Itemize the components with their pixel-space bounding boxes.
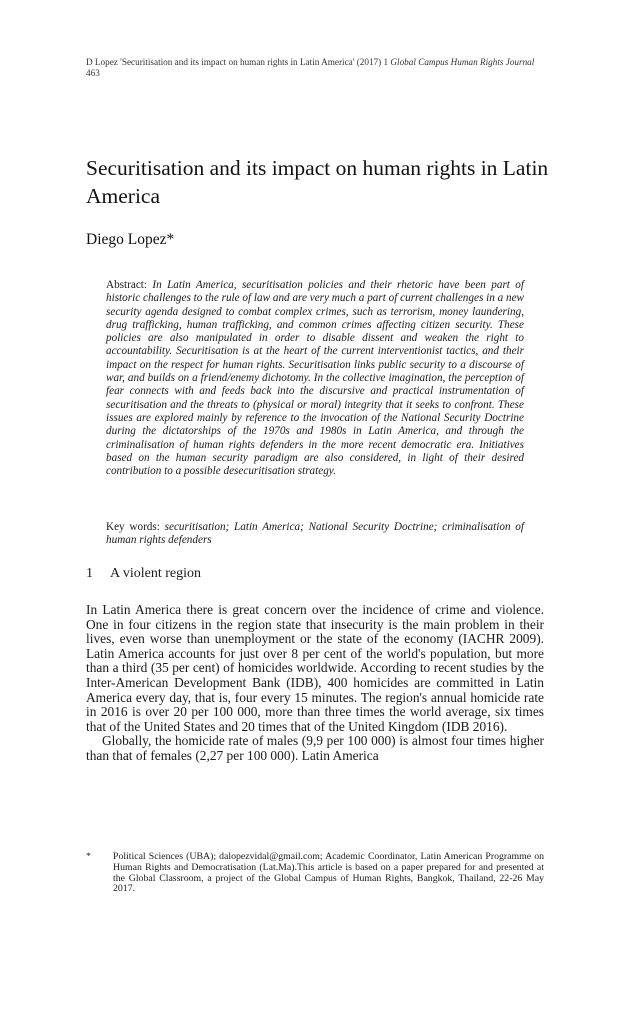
footnote xyxy=(86,852,544,895)
running-head-pages: 463 xyxy=(86,67,100,78)
footnote-text: Political Sciences (UBA); dalopezvidal@gmail.com; Academic Coordinator, Latin American Programme on Human Rights and Democratisation (Lat.Ma).This article is based on a paper prepared for and presented at the Global Classroom, a project of the Global Campus of Human Rights, Bangkok, Thailand, 22-26 May 2017. xyxy=(113,851,544,895)
paragraph: In Latin America there is great concern over the incidence of crime and violence. One in four citizens in the region state that insecurity is the main problem in their lives, even worse than unemployment or the state of the economy (IACHR 2009). Latin America accounts for just over 8 per cent of the world's population, but more than a third (35 per cent) of homicides worldwide. According to recent studies by the Inter-American Development Bank (IDB), 400 homicides are committed in Latin America every day, that is, four every 15 minutes. The region's annual homicide rate in 2016 is over 20 per 100 000, more than three times the world average, six times that of the United States and 20 times that of the United Kingdom (IDB 2016). xyxy=(86,602,544,734)
section-heading xyxy=(86,566,201,582)
abstract-text: In Latin America, securitisation policies and their rhetoric have been part of historic challenges to the rule of law and are very much a part of current challenges in a new security agenda designed to combat complex crimes, such as terrorism, money laundering, drug trafficking, human trafficking, and common crimes affecting citizen security. These policies are also manipulated in order to disable dissent and weaken the right to accountability. Securitisation is at the heart of the current interventionist tactics, and their impact on the respect for human rights. Securitisation links public security to a discourse of war, and builds on a friend/enemy dichotomy. In the collective imagination, the perception of fear connects with and feeds back into the discursive and practical instrumentation of securitisation and the threats to (physical or moral) integrity that it seeks to confront. These issues are explored mainly by reference to the invocation of the National Security Doctrine during the dictatorships of the 1970s and 1980s in Latin America, and through the criminalisation of human rights defenders in the more recent democratic era. Initiatives based on the human security paradigm are also considered, in light of their desired contribution to a possible desecuritisation strategy. xyxy=(106,279,525,478)
keywords xyxy=(106,521,524,548)
keywords-text: securitisation; Latin America; National Security Doctrine; criminalisation of human rights defenders xyxy=(106,521,525,547)
keywords-label: Key words: xyxy=(106,521,160,533)
article-title: Securitisation and its impact on human rights in Latin America xyxy=(86,156,549,208)
body-text xyxy=(86,603,544,764)
author-name: Diego Lopez* xyxy=(86,231,175,248)
footnote-mark: * xyxy=(86,851,91,862)
abstract-label: Abstract: xyxy=(106,279,148,291)
running-head-journal: Global Campus Human Rights Journal xyxy=(390,57,535,67)
section-number: 1 xyxy=(86,566,93,581)
running-head xyxy=(86,57,548,78)
paragraph: Globally, the homicide rate of males (9,9 per 100 000) is almost four times higher than that of females (2,27 per 100 000). Latin America xyxy=(86,733,544,763)
section-title: A violent region xyxy=(110,566,201,581)
running-head-citation: D Lopez 'Securitisation and its impact on human rights in Latin America' (2017) 1 xyxy=(86,57,389,67)
abstract xyxy=(106,279,524,478)
